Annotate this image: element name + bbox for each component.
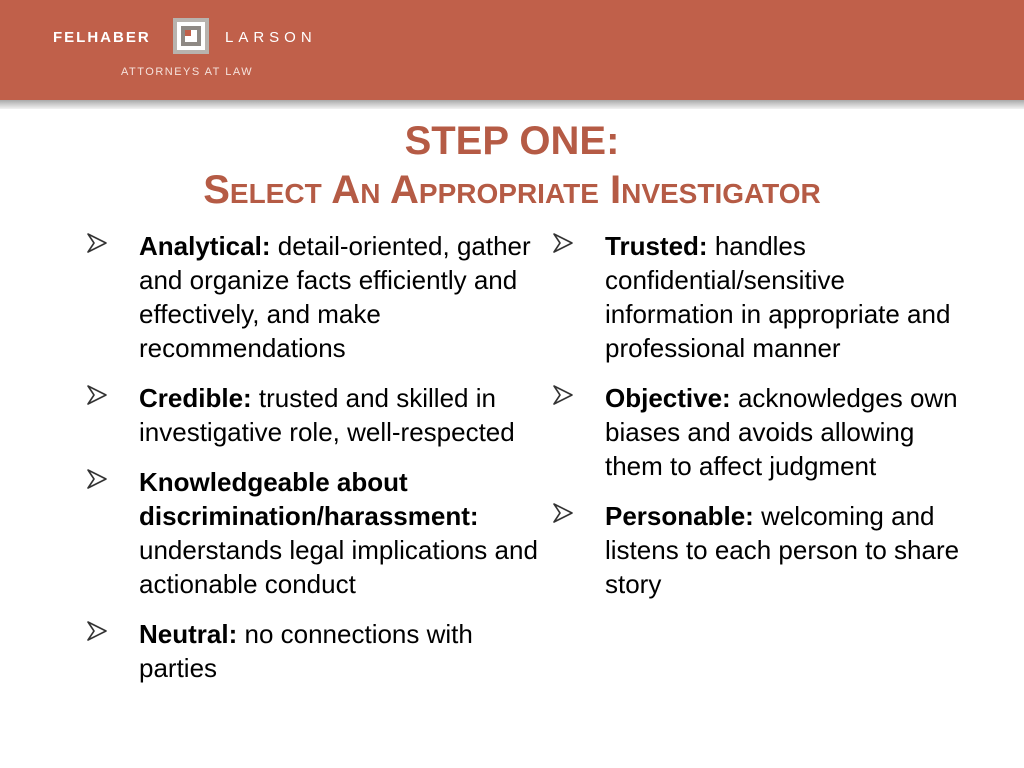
bullet-term: Credible: bbox=[139, 383, 252, 413]
bullet-item-neutral bbox=[86, 617, 538, 685]
bullet-item-personable bbox=[552, 499, 972, 601]
bullet-term: Knowledgeable about discrimination/harassment: bbox=[139, 467, 479, 531]
bullet-item-knowledgeable bbox=[86, 465, 538, 601]
bullet-desc: acknowledges own biases and avoids allowing them to affect judgment bbox=[605, 383, 958, 481]
arrowhead-bullet-icon bbox=[552, 502, 574, 524]
arrowhead-bullet-icon bbox=[86, 620, 108, 642]
arrowhead-bullet-icon bbox=[86, 232, 108, 254]
bullet-term: Trusted: bbox=[605, 231, 708, 261]
arrowhead-bullet-icon bbox=[552, 384, 574, 406]
bullet-item-trusted bbox=[552, 229, 972, 365]
bullet-item-credible bbox=[86, 381, 538, 449]
bullet-term: Neutral: bbox=[139, 619, 238, 649]
arrowhead-bullet-icon bbox=[552, 232, 574, 254]
bullet-desc: welcoming and listens to each person to share story bbox=[605, 501, 960, 599]
header-divider bbox=[0, 100, 1024, 109]
arrowhead-bullet-icon bbox=[86, 468, 108, 490]
brand-name-right: LARSON bbox=[225, 29, 317, 46]
right-bullet-list bbox=[552, 229, 972, 617]
bullet-desc: detail-oriented, gather and organize facts efficiently and effectively, and make recommendations bbox=[139, 231, 531, 363]
firm-logo-icon bbox=[172, 17, 210, 55]
bullet-item-analytical bbox=[86, 229, 538, 365]
bullet-desc: trusted and skilled in investigative role, well-respected bbox=[139, 383, 515, 447]
bullet-desc: handles confidential/sensitive information in appropriate and professional manner bbox=[605, 231, 951, 363]
slide-title-subtitle: Select An Appropriate Investigator bbox=[203, 168, 821, 212]
bullet-desc: understands legal implications and actionable conduct bbox=[139, 535, 538, 599]
bullet-term: Analytical: bbox=[139, 231, 271, 261]
bullet-term: Objective: bbox=[605, 383, 731, 413]
bullet-term: Personable: bbox=[605, 501, 754, 531]
brand-tagline: ATTORNEYS AT LAW bbox=[121, 66, 254, 78]
bullet-desc: no connections with parties bbox=[139, 619, 473, 683]
brand-name-left: FELHABER bbox=[53, 29, 151, 46]
slide-title-step: STEP ONE: bbox=[404, 119, 620, 163]
left-bullet-list bbox=[86, 229, 538, 701]
header-bar bbox=[0, 0, 1024, 100]
bullet-item-objective bbox=[552, 381, 972, 483]
arrowhead-bullet-icon bbox=[86, 384, 108, 406]
